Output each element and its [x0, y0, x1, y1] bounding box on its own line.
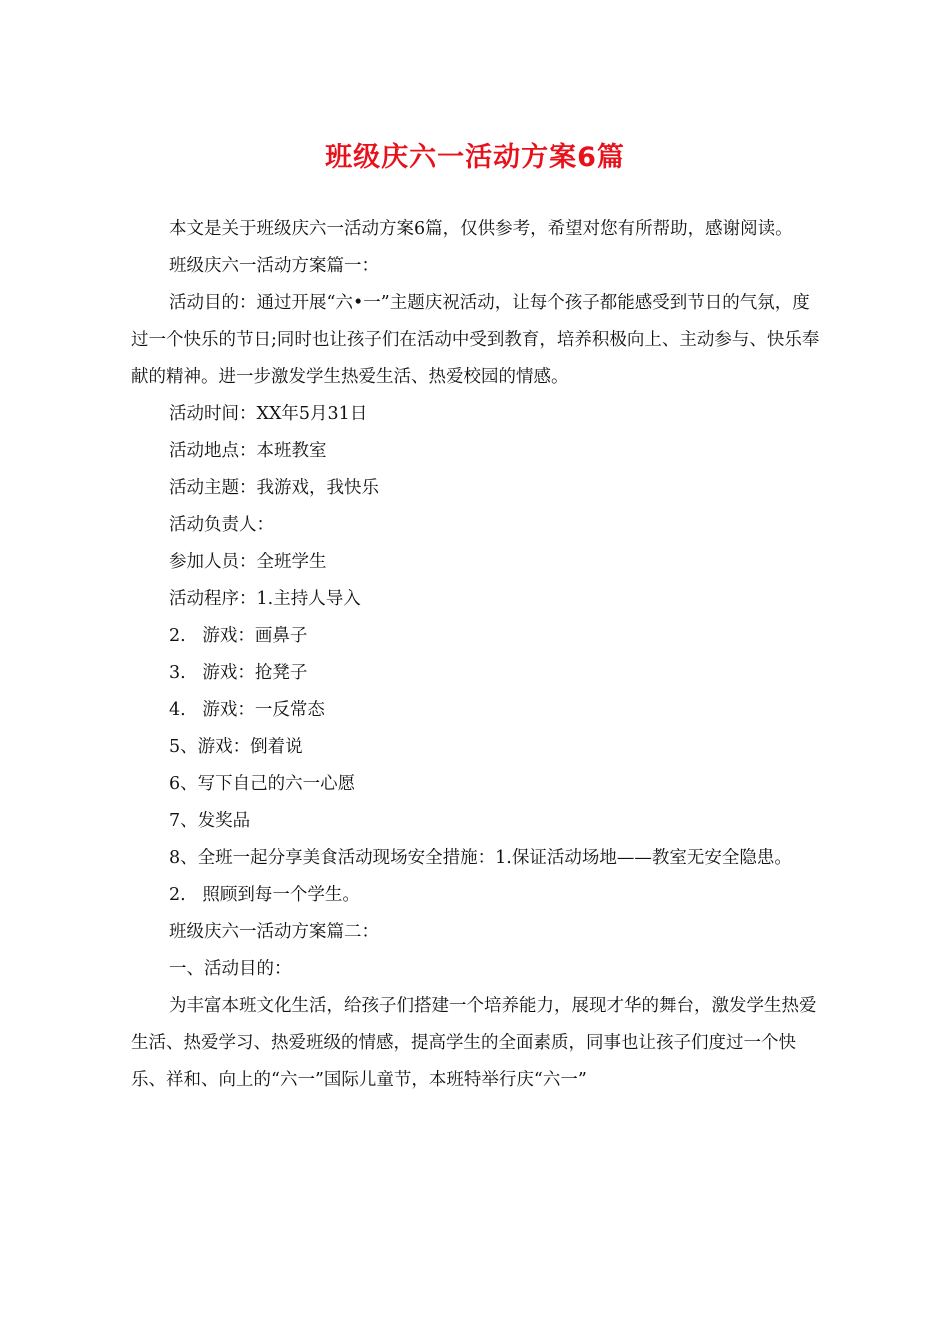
intro-paragraph: 本文是关于班级庆六一活动方案6篇，仅供参考，希望对您有所帮助，感谢阅读。 — [169, 219, 793, 239]
program-item: 3. 游戏：抢凳子 — [169, 663, 308, 683]
section-heading-1: 班级庆六一活动方案篇一： — [169, 256, 379, 276]
activity-theme: 活动主题：我游戏，我快乐 — [169, 478, 379, 498]
program-item: 7、发奖品 — [169, 811, 251, 831]
participants: 参加人员：全班学生 — [169, 552, 327, 572]
section-heading-2: 班级庆六一活动方案篇二： — [169, 922, 379, 942]
program-item: 6、写下自己的六一心愿 — [169, 774, 356, 794]
activity-location: 活动地点：本班教室 — [169, 441, 327, 461]
program-item: 5、游戏：倒着说 — [169, 737, 303, 757]
safety-item: 2. 照顾到每一个学生。 — [169, 885, 360, 905]
program-item: 2. 游戏：画鼻子 — [169, 626, 308, 646]
program-item: 4. 游戏：一反常态 — [169, 700, 325, 720]
activity-leader: 活动负责人： — [169, 515, 274, 535]
subsection-heading: 一、活动目的： — [169, 959, 292, 979]
program-item-safety: 8、全班一起分享美食活动现场安全措施：1.保证活动场地——教室无安全隐患。 — [169, 848, 792, 868]
document-body — [131, 211, 821, 1099]
activity-program: 活动程序：1.主持人导入 — [169, 589, 361, 609]
activity-purpose: 活动目的：通过开展“六•一”主题庆祝活动，让每个孩子都能感受到节日的气氛，度过一个快乐的节日;同时也让孩子们在活动中受到教育，培养积极向上、主动参与、快乐奉献的精神。进一步激发学生热爱生活、热爱校园的情感。 — [131, 293, 820, 387]
document-title: 班级庆六一活动方案6篇 — [325, 142, 625, 173]
activity-time: 活动时间：XX年5月31日 — [169, 404, 368, 424]
purpose-paragraph: 为丰富本班文化生活，给孩子们搭建一个培养能力，展现才华的舞台，激发学生热爱生活、热爱学习、热爱班级的情感，提高学生的全面素质，同事也让孩子们度过一个快乐、祥和、向上的“六一”国际儿童节，本班特举行庆“六一” — [131, 996, 817, 1090]
